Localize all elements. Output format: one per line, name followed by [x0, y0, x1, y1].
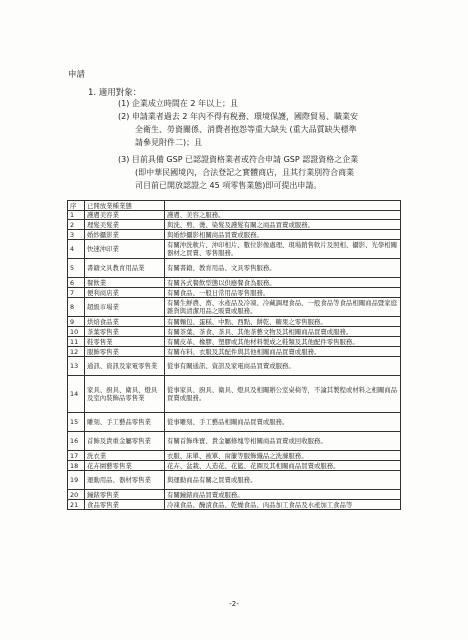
cell-no: 4: [68, 240, 85, 259]
cell-desc: 與洗、剪、燙、染髮及護髮有關之商品買賣或服務。: [165, 220, 401, 230]
cell-desc: 有關布料、衣服及其配件與其他相關商品買賣或服務。: [165, 347, 401, 357]
cell-no: 16: [68, 432, 85, 451]
cell-desc: 有關麵包、蛋糕、中點、西點、餅乾、糖果之零售服務。: [165, 317, 401, 327]
cell-desc: 有關各式餐飲型態以供應餐食為服務。: [165, 278, 401, 288]
cell-desc: 冷凍食品、醃漬食品、乾燥食品、肉品加工食品及水產加工食品等: [165, 500, 401, 510]
condition-line: (1) 企業成立時間在 2 年以上；且: [118, 99, 239, 108]
condition-line: 全衛生、勞資關係、消費者抱怨等重大缺失 (重大品質缺失標準: [135, 125, 357, 134]
cell-desc: 有關生鮮農、畜、水產品及冷凍、冷藏調理食品、一般食品等食品相關商品暨家庭雜貨與清潔用品之販賣或服務。: [165, 298, 401, 317]
cell-desc: 與婚紗攝影相關商品買賣或服務。: [165, 230, 401, 240]
cell-no: 19: [68, 471, 85, 490]
table-row: [68, 337, 401, 347]
cell-no: 1: [68, 211, 85, 220]
cell-desc: 衣服、床單、被單、窗簾等服飾織品之洗滌服務。: [165, 451, 401, 461]
table-row: [68, 317, 401, 327]
table-row: [68, 288, 401, 298]
table-row: [68, 211, 401, 220]
cell-category: 家具、廚具、衛具、燈具及室內裝飾品零售業: [85, 376, 165, 413]
cell-desc: 有關皮革、橡膠、塑膠或其他材料製成之鞋類及其他配件零售服務。: [165, 337, 401, 347]
cell-no: 18: [68, 461, 85, 471]
table-row: [68, 376, 401, 413]
cell-category: 洗衣業: [85, 451, 165, 461]
cell-no: 15: [68, 413, 85, 432]
table-row: [68, 490, 401, 500]
cell-no: 6: [68, 278, 85, 288]
table-row: [68, 240, 401, 259]
cell-category: 快速沖印業: [85, 240, 165, 259]
cell-no: 21: [68, 500, 85, 510]
condition-line: 司目前已開放認證之 45 項零售業態)即可提出申請。: [135, 181, 322, 190]
cell-category: 餐飲業: [85, 278, 165, 288]
page-number: -2-: [229, 600, 239, 608]
cell-category: 婚紗攝影業: [85, 230, 165, 240]
table-row: [68, 461, 401, 471]
cell-desc: 有關食品、一般日常用品零售服務。: [165, 288, 401, 298]
cell-desc: 有關鐘錶商品買賣或服務。: [165, 490, 401, 500]
table-row: [68, 432, 401, 451]
cell-desc: 花卉、盆栽、人造花、花籃、花圈及其相關商品買賣或服務。: [165, 461, 401, 471]
cell-category: 食品零售業: [85, 500, 165, 510]
cell-no: 14: [68, 376, 85, 413]
cell-category: 運動用品、器材零售業: [85, 471, 165, 490]
section-heading: 申請: [68, 70, 86, 80]
cell-no: 12: [68, 347, 85, 357]
cell-desc: 護膚、美容之服務。: [165, 211, 401, 220]
cell-desc: 有關首飾珠寶、貴金屬條塊等相關商品買賣或回收服務。: [165, 432, 401, 451]
cell-category: 便利商店業: [85, 288, 165, 298]
table-row: [68, 500, 401, 510]
table-row: [68, 357, 401, 376]
cell-no: 13: [68, 357, 85, 376]
table-row: [68, 347, 401, 357]
cell-desc: 從事有關通訊、資訊及家電商品買賣或服務。: [165, 357, 401, 376]
cell-no: 5: [68, 259, 85, 278]
condition-line: (3) 目前具備 GSP 已認證資格業者或符合申請 GSP 認證資格之企業: [118, 155, 359, 164]
cell-category: 茶葉零售業: [85, 327, 165, 337]
cell-desc: 從事家具、廚具、衛具、燈具及相關辦公室桌椅等，不論其製程或材料之相關商品買賣或服務。: [165, 376, 401, 413]
cell-category: 烘焙食品業: [85, 317, 165, 327]
cell-category: 鐘錶零售業: [85, 490, 165, 500]
condition-line: (2) 申請業者過去 2 年內不得有税務、環境保護，國際貿易、職業安: [118, 112, 359, 121]
cell-no: 8: [68, 298, 85, 317]
cell-desc: 從事雕刻、手工藝品相關商品買賣或服務。: [165, 413, 401, 432]
cell-category: 服飾零售業: [85, 347, 165, 357]
cell-desc: 有關茶葉、茶食、茶具、其他茶藝文物及其相關商品買賣或服務。: [165, 327, 401, 337]
item-title: 1. 適用對象：: [88, 88, 142, 98]
cell-desc: 有關書籍、教育用品、文具零售服務。: [165, 259, 401, 278]
table-header-row: [68, 201, 401, 211]
header-description: [165, 201, 401, 211]
cell-category: 護膚美容業: [85, 211, 165, 220]
cell-category: 雕刻、手工藝品零售業: [85, 413, 165, 432]
cell-category: 理髮美髮業: [85, 220, 165, 230]
cell-no: 2: [68, 220, 85, 230]
cell-category: 花卉園藝零售業: [85, 461, 165, 471]
cell-category: 超級市場業: [85, 298, 165, 317]
cell-desc: 與運動商品有關之買賣或服務。: [165, 471, 401, 490]
table-row: [68, 220, 401, 230]
open-categories-table: [67, 200, 401, 510]
cell-category: 首飾及貴重金屬零售業: [85, 432, 165, 451]
cell-category: 鞋零售業: [85, 337, 165, 347]
cell-no: 7: [68, 288, 85, 298]
table-row: [68, 471, 401, 490]
cell-category: 通訊、資訊及家電零售業: [85, 357, 165, 376]
table-row: [68, 230, 401, 240]
table-row: [68, 259, 401, 278]
cell-no: 11: [68, 337, 85, 347]
table-row: [68, 278, 401, 288]
cell-no: 20: [68, 490, 85, 500]
header-category: 已開放業種業態: [85, 201, 165, 211]
table-row: [68, 413, 401, 432]
cell-no: 10: [68, 327, 85, 337]
cell-no: 17: [68, 451, 85, 461]
table-row: [68, 298, 401, 317]
table-row: [68, 327, 401, 337]
header-no: 序: [68, 201, 85, 211]
table-row: [68, 451, 401, 461]
cell-category: 書籍文具教育用品業: [85, 259, 165, 278]
cell-desc: 有關沖洗軟片、沖印相片、數位影像處理、現場銷售軟片及照相、攝影、光學相關器材之買賣、零售服務。: [165, 240, 401, 259]
cell-no: 9: [68, 317, 85, 327]
condition-line: 請參見附件二)；且: [135, 138, 203, 147]
condition-line: (即中華民國境內，合法登記之實體商店，且其行業別符合商業: [135, 168, 355, 177]
cell-no: 3: [68, 230, 85, 240]
